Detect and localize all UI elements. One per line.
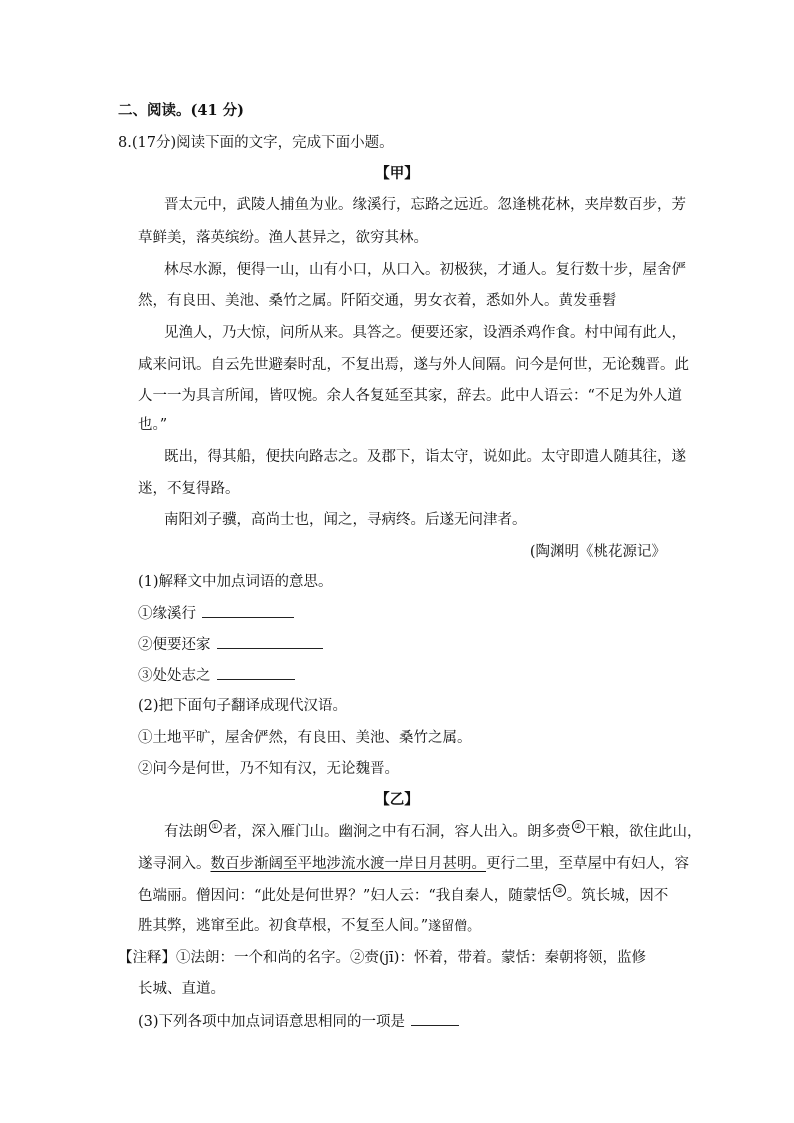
underlined-sentence: 数百步渐阔至平地涉流水渡一岸日月甚明。 bbox=[210, 856, 486, 872]
passage-yi-text: 色端丽。僧因问：“此处是何世界？”妇人云：“我自秦人，随蒙恬 bbox=[138, 888, 552, 904]
passage-jia-line: 迷，不复得路。 bbox=[138, 481, 240, 497]
passage-yi-line bbox=[164, 822, 702, 842]
passage-yi-line bbox=[138, 886, 668, 906]
passage-yi-text: 者，深入雁门山。幽涧之中有石洞，容人出入。朗多赍 bbox=[222, 824, 571, 840]
passage-jia-line: 咸来问讯。自云先世避秦时乱，不复出焉，遂与外人间隔。问今是何世，无论魏晋。此 bbox=[138, 357, 689, 373]
passage-yi-text: 。筑长城，因不 bbox=[566, 888, 669, 904]
passage-yi-text: 遂留僧。 bbox=[428, 919, 481, 934]
notes-line: 长城、直道。 bbox=[138, 981, 225, 997]
passage-jia-line: 见渔人，乃大惊，问所从来。具答之。便要还家，设酒杀鸡作食。村中闻有此人， bbox=[164, 325, 686, 341]
answer-blank[interactable] bbox=[202, 603, 294, 618]
passage-jia-line: 也。” bbox=[138, 417, 168, 433]
passage-yi-line bbox=[138, 916, 480, 937]
sub1-item-text: ①缘溪行 bbox=[138, 606, 196, 622]
passage-yi-text: 更行二里，至草屋中有妇人，容 bbox=[486, 856, 689, 872]
sub1-item bbox=[138, 603, 294, 624]
passage-jia-line: 林尽水源，便得一山，山有小口，从口入。初极狭，才通人。复行数十步，屋舍俨 bbox=[164, 262, 686, 278]
notes-line: 【注释】①法朗：一个和尚的名字。②赍(jī)：怀着，带着。蒙恬：秦朝将领，监修 bbox=[118, 950, 646, 966]
footnote-marker: ③ bbox=[553, 884, 566, 897]
passage-yi-title: 【乙】 bbox=[375, 791, 419, 808]
passage-yi-text: 干粮，欲住此山， bbox=[585, 824, 702, 840]
answer-blank[interactable] bbox=[217, 634, 323, 649]
passage-jia-line: 草鲜美，落英缤纷。渔人甚异之，欲穷其林。 bbox=[138, 230, 428, 246]
sub2-item: ①土地平旷，屋舍俨然，有良田、美池、桑竹之属。 bbox=[138, 730, 472, 746]
sub3-prompt: (3)下列各项中加点词语意思相同的一项是 bbox=[138, 1014, 406, 1030]
section-heading: 二、阅读。(41 分) bbox=[118, 102, 244, 119]
passage-yi-text: 有法朗 bbox=[164, 824, 208, 840]
sub1-item-text: ②便要还家 bbox=[138, 637, 211, 653]
passage-jia-title: 【甲】 bbox=[375, 165, 419, 182]
passage-jia-line: 人一一为具言所闻，皆叹惋。余人各复延至其家，辞去。此中人语云：“不足为外人道 bbox=[138, 388, 682, 404]
footnote-marker: ② bbox=[572, 820, 585, 833]
sub1-prompt: (1)解释文中加点词语的意思。 bbox=[138, 574, 333, 590]
passage-source: (陶渊明《桃花源记》 bbox=[529, 544, 666, 560]
question-8-prompt: 8.(17分)阅读下面的文字，完成下面小题。 bbox=[118, 135, 394, 151]
passage-yi-text: 胜其弊，逃窜至此。初食草根，不复至人间。” bbox=[138, 918, 429, 934]
passage-jia-line: 然，有良田、美池、桑竹之属。阡陌交通，男女衣着，悉如外人。黄发垂髫 bbox=[138, 293, 617, 309]
answer-blank[interactable] bbox=[411, 1011, 459, 1026]
passage-jia-line: 既出，得其船，便扶向路志之。及郡下，诣太守，说如此。太守即遣人随其往，遂 bbox=[164, 449, 686, 465]
sub2-item: ②问今是何世，乃不知有汉，无论魏晋。 bbox=[138, 761, 399, 777]
passage-jia-line: 晋太元中，武陵人捕鱼为业。缘溪行，忘路之远近。忽逢桃花林，夹岸数百步，芳 bbox=[164, 197, 686, 213]
passage-yi-text: 遂寻洞入。 bbox=[138, 856, 211, 872]
sub2-prompt: (2)把下面句子翻译成现代汉语。 bbox=[138, 698, 348, 714]
passage-jia-line: 南阳刘子骥，高尚士也，闻之，寻病终。后遂无问津者。 bbox=[164, 512, 527, 528]
footnote-marker: ① bbox=[209, 820, 222, 833]
sub1-item bbox=[138, 665, 295, 686]
sub1-item-text: ③处处志之 bbox=[138, 668, 211, 684]
passage-yi-line bbox=[138, 854, 689, 874]
answer-blank[interactable] bbox=[217, 665, 295, 680]
sub1-item bbox=[138, 634, 323, 655]
sub3-prompt-line bbox=[138, 1011, 459, 1032]
